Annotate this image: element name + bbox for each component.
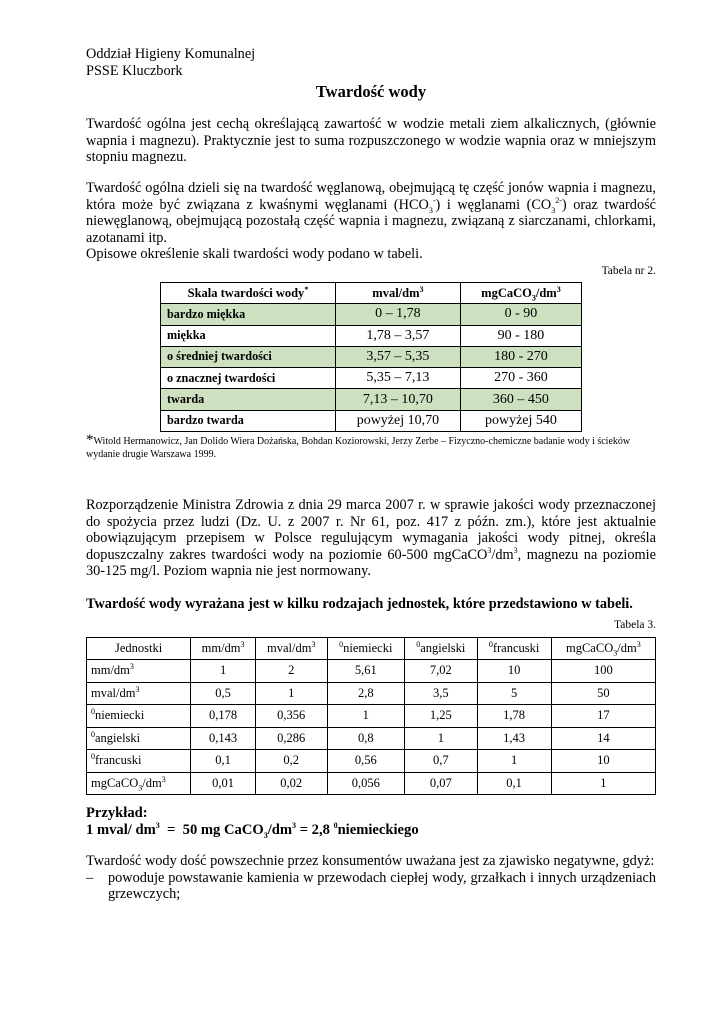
superscript: - — [432, 195, 436, 205]
header-text: niemiecki — [343, 640, 393, 655]
superscript: 3 — [487, 546, 492, 556]
column-header-mgcaco3 — [551, 637, 655, 660]
header-text: angielski — [420, 640, 466, 655]
table-cell: 10 — [551, 750, 655, 773]
table-cell: 0,5 — [191, 682, 256, 705]
superscript: 3 — [161, 774, 166, 784]
superscript: 3 — [135, 684, 140, 694]
row-header — [87, 727, 191, 750]
footnote-star: * — [86, 432, 94, 449]
row-label: /dm — [142, 775, 162, 790]
table-cell: 2,8 — [327, 682, 405, 705]
consequences-list — [86, 870, 656, 903]
table-cell: 0,1 — [477, 772, 551, 795]
mval-range: powyżej 10,70 — [335, 410, 460, 431]
table-cell: 1 — [191, 660, 256, 683]
superscript: 3 — [240, 639, 245, 649]
table-row — [161, 410, 582, 431]
table-cell: 0,286 — [255, 727, 327, 750]
subscript: 3 — [551, 205, 556, 215]
table-header-row — [161, 282, 582, 303]
subscript: 3 — [531, 293, 536, 303]
header-text: mm/dm — [201, 640, 241, 655]
paragraph-table-intro: Opisowe określenie skali twardości wody podano w tabeli. — [86, 246, 423, 263]
text-segment: /dm — [267, 822, 293, 839]
table-row — [87, 660, 656, 683]
row-header — [87, 682, 191, 705]
table-cell: 3,5 — [405, 682, 477, 705]
table-cell: 5,61 — [327, 660, 405, 683]
column-header-mm — [191, 637, 256, 660]
header-line-office: PSSE Kluczbork — [86, 62, 183, 79]
table-row — [161, 368, 582, 389]
table-cell: 0,01 — [191, 772, 256, 795]
table-cell: 0,07 — [405, 772, 477, 795]
institution-header — [86, 46, 656, 79]
table-cell: 10 — [477, 660, 551, 683]
footnote — [86, 434, 656, 461]
header-text: mgCaCO — [566, 640, 614, 655]
table-cell: 17 — [551, 705, 655, 728]
document-title: Twardość wody — [315, 82, 427, 102]
table-cell: 0,56 — [327, 750, 405, 773]
mg-range: 0 - 90 — [460, 304, 581, 325]
superscript: 3 — [292, 821, 297, 831]
row-label: francuski — [95, 753, 142, 768]
table-cell: 0,8 — [327, 727, 405, 750]
superscript: 3 — [513, 546, 518, 556]
header-text: Jednostki — [115, 640, 163, 655]
table-cell: 14 — [551, 727, 655, 750]
table-cell: 0,7 — [405, 750, 477, 773]
column-header-mval — [255, 637, 327, 660]
mg-range: 270 - 360 — [460, 368, 581, 389]
table-cell: 50 — [551, 682, 655, 705]
mval-range: 3,57 – 5,35 — [335, 346, 460, 367]
table-cell: 0,356 — [255, 705, 327, 728]
degree-mark: 0 — [339, 639, 344, 649]
degree-mark: 0 — [416, 639, 421, 649]
mg-range: 360 – 450 — [460, 389, 581, 410]
scale-name: twarda — [161, 389, 336, 410]
table-cell: 1 — [327, 705, 405, 728]
table2-caption: Tabela nr 2. — [601, 264, 656, 277]
table-cell: 1 — [255, 682, 327, 705]
table-row — [161, 304, 582, 325]
row-label: angielski — [95, 730, 141, 745]
table-header-row — [87, 637, 656, 660]
example-block — [86, 805, 656, 839]
mval-range: 1,78 – 3,57 — [335, 325, 460, 346]
text-segment: niemieckiego — [337, 822, 419, 839]
column-header-mgcaco3 — [460, 282, 581, 303]
text-segment: ) oraz twardość niewęglanową, obejmującą pozostałą część wapnia i magnezu, związaną z siarczanami, chlorkami, azotanami itp. — [86, 196, 657, 246]
table-cell: 0,178 — [191, 705, 256, 728]
scale-name: miękka — [161, 325, 336, 346]
column-header-french — [477, 637, 551, 660]
header-text: Skala twardości wody — [187, 285, 305, 300]
scale-name: o znacznej twardości — [161, 368, 336, 389]
table-row — [87, 772, 656, 795]
example-formula — [86, 822, 656, 839]
table-cell: 0,056 — [327, 772, 405, 795]
header-text: francuski — [492, 640, 540, 655]
table-cell: 1,25 — [405, 705, 477, 728]
table-cell: 1 — [551, 772, 655, 795]
subscript: 3 — [263, 830, 268, 840]
paragraph-regulation — [86, 497, 656, 580]
superscript: 3 — [155, 821, 160, 831]
mval-range: 5,35 – 7,13 — [335, 368, 460, 389]
text-segment: 1 mval/ dm — [86, 822, 156, 839]
row-header — [87, 660, 191, 683]
text-segment: /dm — [491, 546, 514, 563]
header-text: /dm — [617, 640, 637, 655]
scale-name: o średniej twardości — [161, 346, 336, 367]
mval-range: 7,13 – 10,70 — [335, 389, 460, 410]
header-text: mgCaCO — [481, 285, 532, 300]
row-header — [87, 750, 191, 773]
column-header-german — [327, 637, 405, 660]
list-item: – powoduje powstawanie kamienia w przewodach ciepłej wody, grzałkach i innych urządzeniach grzewczych; — [86, 870, 656, 903]
degree-mark: 0 — [488, 639, 493, 649]
text-segment: = 2,8 — [296, 822, 334, 839]
table-row — [87, 682, 656, 705]
subscript: 3 — [138, 783, 143, 793]
header-text: mval/dm — [372, 285, 420, 300]
subscript: 3 — [613, 648, 618, 658]
example-heading: Przykład: — [86, 805, 148, 822]
table-cell: 100 — [551, 660, 655, 683]
header-text: mval/dm — [266, 640, 312, 655]
table-row — [161, 389, 582, 410]
text-segment: Twardość ogólna dzieli się na twardość węglanową, obejmującą tę część jonów wapnia i magnezu, która może być związana z kwaśnymi węglanami (HCO — [86, 179, 656, 213]
table-cell: 1,43 — [477, 727, 551, 750]
units-conversion-table — [86, 637, 656, 796]
scale-name: bardzo miękka — [161, 304, 336, 325]
column-header-units — [87, 637, 191, 660]
text-segment: Rozporządzenie Ministra Zdrowia z dnia 29 marca 2007 r. w sprawie jakości wody przeznaczonej do spożycia przez ludzi (Dz. U. z 2007 r. Nr 61, poz. 417 z późn. zm.), które jest aktualnie obowiązującym przepisem w Polsce regulującym wymagania jakości wody pitnej, określa dopuszczalny zakres twardości wody na poziomie 60-500 mgCaCO — [86, 497, 656, 563]
paragraph-units-intro: Twardość wody wyrażana jest w kilku rodzajach jednostek, które przedstawiono w tabeli. — [86, 595, 633, 612]
row-label: niemiecki — [95, 708, 145, 723]
row-label: mgCaCO — [91, 775, 139, 790]
table-cell: 1 — [477, 750, 551, 773]
header-text: /dm — [535, 285, 557, 300]
row-label: mval/dm — [91, 685, 136, 700]
paragraph-hardness-types — [86, 180, 656, 246]
superscript: 3 — [419, 284, 424, 294]
paragraph-negative: Twardość wody dość powszechnie przez konsumentów uważana jest za zjawisko negatywne, gdyż: — [86, 853, 655, 870]
table-cell: 0,2 — [255, 750, 327, 773]
superscript: 3 — [129, 662, 134, 672]
table-cell: 2 — [255, 660, 327, 683]
column-header-scale — [161, 282, 336, 303]
text-segment: ) i węglanami (CO — [435, 196, 552, 213]
header-line-department: Oddział Higieny Komunalnej — [86, 46, 256, 62]
degree-mark: 0 — [91, 707, 95, 717]
text-segment: , magnezu na poziomie 30-125 mg/l. Poziom wapnia nie jest normowany. — [86, 546, 656, 580]
row-header — [87, 772, 191, 795]
mval-range: 0 – 1,78 — [335, 304, 460, 325]
table-cell: 0,02 — [255, 772, 327, 795]
paragraph-definition: Twardość ogólna jest cechą określającą zawartość w wodzie metali ziem alkalicznych, (głównie wapnia i magnezu). Praktycznie jest to suma rozpuszczonego w wodzie wapnia oraz w mniejszym stopniu magnezu. — [86, 116, 656, 166]
document-page — [86, 46, 656, 903]
degree-mark: 0 — [91, 729, 95, 739]
table-cell: 7,02 — [405, 660, 477, 683]
superscript: 3 — [636, 639, 641, 649]
table-cell: 0,143 — [191, 727, 256, 750]
superscript: 3 — [311, 639, 316, 649]
table-row — [161, 346, 582, 367]
table-cell: 1 — [405, 727, 477, 750]
table-cell: 0,1 — [191, 750, 256, 773]
table-row — [87, 750, 656, 773]
superscript: * — [304, 284, 309, 294]
degree-mark: 0 — [91, 752, 95, 762]
table-row — [161, 325, 582, 346]
superscript: 0 — [333, 821, 338, 831]
column-header-english — [405, 637, 477, 660]
row-label: mm/dm — [91, 663, 130, 678]
table-cell: 1,78 — [477, 705, 551, 728]
superscript: 3 — [556, 284, 561, 294]
table-row — [87, 727, 656, 750]
row-header — [87, 705, 191, 728]
superscript: 2- — [555, 195, 562, 205]
mg-range: 180 - 270 — [460, 346, 581, 367]
table-row — [87, 705, 656, 728]
scale-name: bardzo twarda — [161, 410, 336, 431]
text-segment: = 50 mg CaCO — [159, 822, 264, 839]
footnote-text: Witold Hermanowicz, Jan Dolido Wiera Dożańska, Bohdan Koziorowski, Jerzy Zerbe – Fizyczno-chemiczne badanie wody i ścieków wydanie drugie Warszawa 1999. — [86, 436, 631, 460]
mg-range: 90 - 180 — [460, 325, 581, 346]
table3-caption: Tabela 3. — [614, 618, 656, 631]
hardness-scale-table — [160, 282, 582, 432]
mg-range: powyżej 540 — [460, 410, 581, 431]
column-header-mval — [335, 282, 460, 303]
table-cell: 5 — [477, 682, 551, 705]
subscript: 3 — [428, 205, 433, 215]
